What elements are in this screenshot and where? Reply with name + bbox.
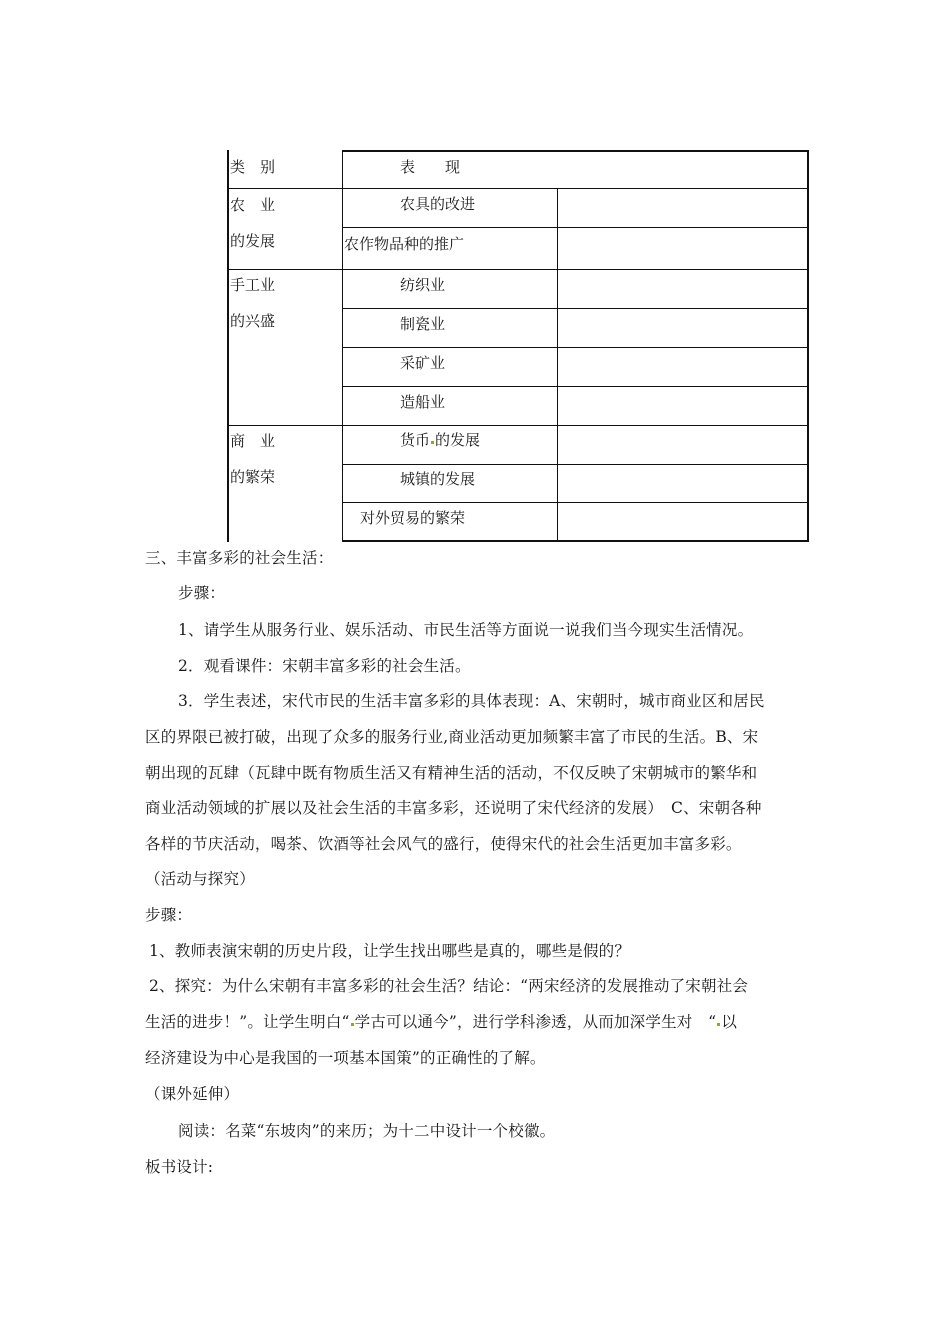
steps-label: 步骤： [178, 584, 226, 602]
table-top-border [342, 150, 809, 152]
table-item: 采矿业 [400, 354, 446, 372]
table-item: 货币 的发展 [400, 431, 481, 449]
category-agriculture-line1: 农 业 [230, 196, 276, 214]
table-item: 农作物品种的推广 [344, 235, 465, 253]
step-1: 1、请学生从服务行业、娱乐活动、市民生活等方面说一说我们当今现实生活情况。 [178, 621, 754, 639]
step-3-line: 商业活动领域的扩展以及社会生活的丰富多彩，还说明了宋代经济的发展） C、宋朝各种 [145, 799, 762, 817]
category-commerce-line2: 的繁荣 [230, 468, 276, 486]
table-row-line [342, 464, 809, 465]
table-col-divider [342, 150, 343, 542]
table-row-line [342, 347, 809, 348]
category-agriculture-line2: 的发展 [230, 232, 276, 250]
step-3-line: 区的界限已被打破，出现了众多的服务行业,商业活动更加频繁丰富了市民的生活。B、宋 [145, 728, 759, 746]
achievements-table [227, 150, 809, 542]
stray-mark [351, 1023, 354, 1026]
table-item: 造船业 [400, 393, 446, 411]
table-item: 对外贸易的繁荣 [360, 509, 466, 527]
category-handicraft-line1: 手工业 [230, 276, 276, 294]
activity-heading: （活动与探究） [145, 870, 255, 888]
table-col-divider-2 [557, 188, 558, 542]
table-row-line [342, 386, 809, 387]
table-row-line [227, 188, 809, 189]
extension-reading: 阅读：名菜“东坡肉”的来历；为十二中设计一个校徽。 [178, 1122, 556, 1140]
activity-item-2-line: 经济建设为中心是我国的一项基本国策”的正确性的了解。 [145, 1049, 546, 1067]
step-3-line: 各样的节庆活动，喝茶、饮酒等社会风气的盛行，使得宋代的社会生活更加丰富多彩。 [145, 835, 742, 853]
table-item: 农具的改进 [400, 195, 476, 213]
stray-mark [717, 1023, 720, 1026]
step-3-line: 3．学生表述，宋代市民的生活丰富多彩的具体表现：A、宋朝时，城市商业区和居民 [178, 692, 765, 710]
stray-mark [431, 441, 434, 444]
activity-item-1: 1、教师表演宋朝的历史片段，让学生找出哪些是真的，哪些是假的？ [149, 942, 631, 960]
category-commerce-line1: 商 业 [230, 432, 276, 450]
section-heading: 三、丰富多彩的社会生活： [145, 549, 334, 567]
table-row-line [342, 227, 809, 228]
table-item: 城镇的发展 [400, 470, 476, 488]
category-handicraft-line2: 的兴盛 [230, 312, 276, 330]
table-header-content: 表 现 [400, 158, 461, 176]
table-item: 制瓷业 [400, 315, 446, 333]
activity-item-2-line: 2、探究：为什么宋朝有丰富多彩的社会生活？结论：“两宋经济的发展推动了宋朝社会 [149, 977, 749, 995]
table-row-line [227, 269, 809, 270]
table-row-line [342, 308, 809, 309]
table-right-border [807, 150, 809, 542]
table-row-line [342, 502, 809, 503]
table-header-category: 类 别 [230, 158, 276, 176]
step-2: 2．观看课件：宋朝丰富多彩的社会生活。 [178, 657, 471, 675]
table-item: 纺织业 [400, 276, 446, 294]
activity-steps-label: 步骤： [145, 906, 193, 924]
board-heading: 板书设计: [145, 1158, 214, 1176]
table-bottom-border [342, 540, 809, 542]
extension-heading: （课外延伸） [145, 1085, 240, 1103]
activity-item-2-line: 生活的进步！”。让学生明白“ 学古可以通今”，进行学科渗透，从而加深学生对 “ 以 [145, 1013, 738, 1031]
table-row-line [227, 425, 809, 426]
step-3-line: 朝出现的瓦肆（瓦肆中既有物质生活又有精神生活的活动，不仅反映了宋朝城市的繁华和 [145, 764, 758, 782]
table-left-border [227, 150, 229, 542]
